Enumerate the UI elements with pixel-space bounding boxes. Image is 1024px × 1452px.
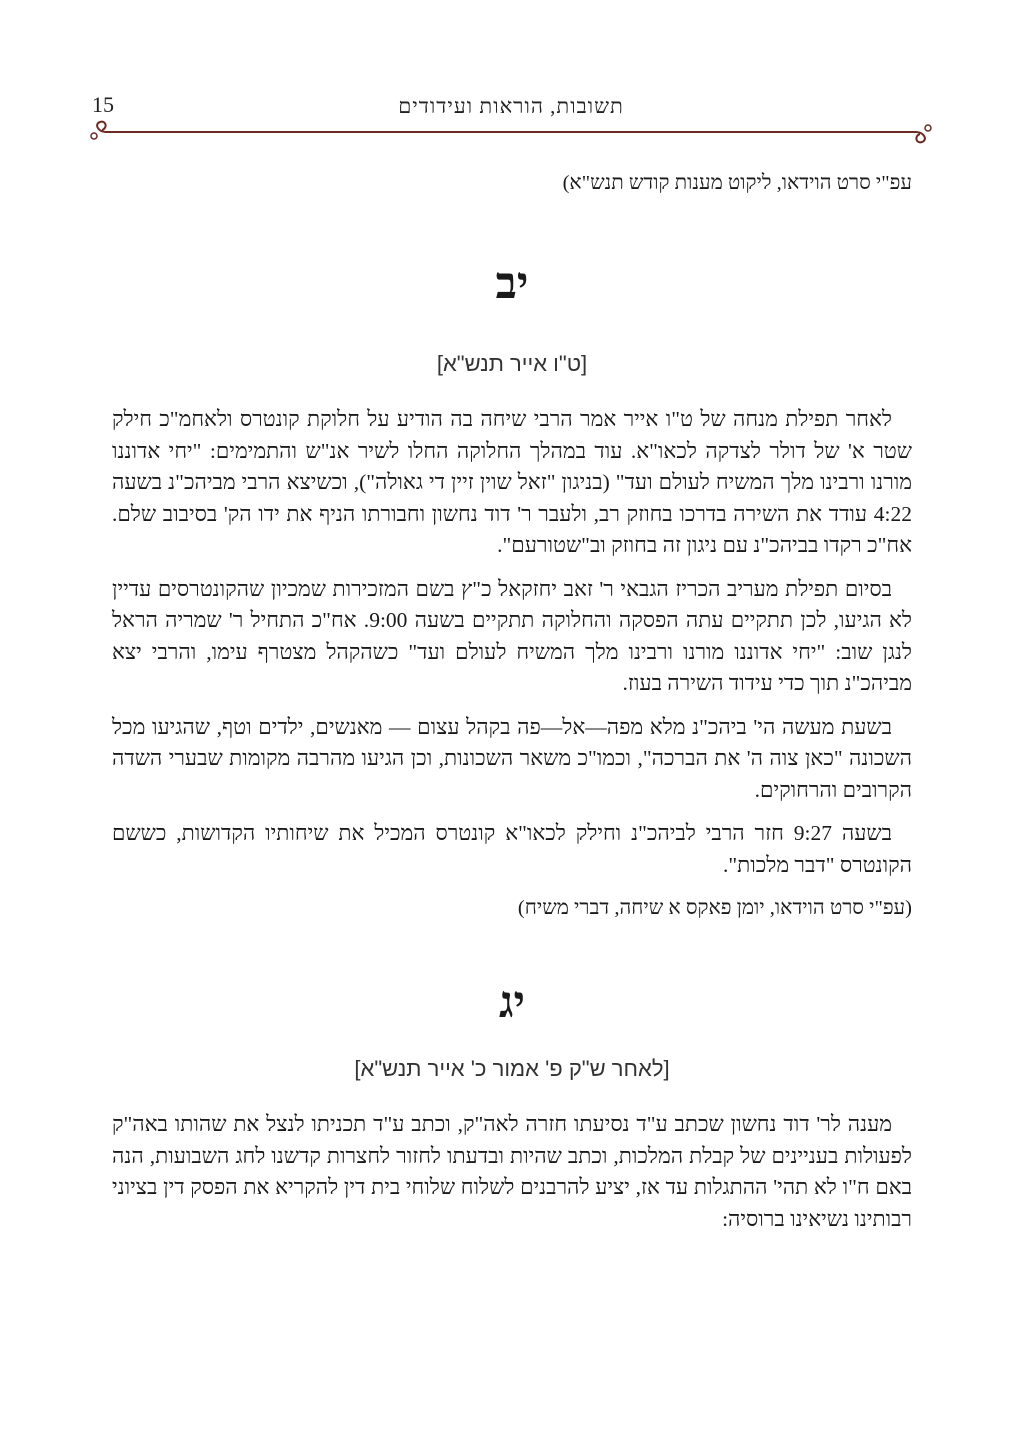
page-number: 15 xyxy=(92,92,114,117)
running-header xyxy=(88,92,934,144)
paragraph: בשעה 9:27 חזר הרבי לביהכ"נ וחילק לכאו"א קונטרס המכיל את שיחותיו הקדושות, כששם הקונטרס "דבר מלכות". xyxy=(112,821,912,877)
section-title: יב xyxy=(495,258,529,309)
section-date: [לאחר ש"ק פ' אמור כ' אייר תנש"א] xyxy=(354,1056,670,1081)
section-title: יג xyxy=(498,977,526,1028)
paragraph: מענה לר' דוד נחשון שכתב ע"ד נסיעתו חזרה לאה"ק, וכתב ע"ד תכניתו לנצל את שהותו באה"ק לפעולות בעניינים של קבלת המלכות, וכתב שהיות ובדעתו לחזור לחצרות קדשנו לחג השבועות, הנה באם ח"ו לא תהי' ההתגלות עד אז, יציע להרבנים לשלוח שלוחי בית דין להקריא את הפסק דין בציוני רבותינו נשיאינו ברוסיה: xyxy=(112,1112,912,1231)
intro-source-note: עפ"י סרט הוידאו, ליקוט מענות קודש תנש"א) xyxy=(562,172,912,194)
section-date: [ט"ו אייר תנש"א] xyxy=(436,351,588,376)
section-yud-gimmel xyxy=(112,973,912,1235)
paragraph: בשעת מעשה הי' ביהכ"נ מלא מפה—אל—פה בקהל עצום — מאנשים, ילדים וטף, שהגיעו מכל השכונה "כאן צוה ה' את הברכה", וכמו"כ משאר השכונות, וכן הגיעו מהרבה מקומות שבערי השדה הקרובים והרחוקים. xyxy=(112,714,912,802)
ornamental-rule xyxy=(88,120,934,146)
running-title: תשובות, הוראות ועידודים xyxy=(398,94,624,118)
paragraph: לאחר תפילת מנחה של ט"ו אייר אמר הרבי שיחה בה הודיע על חלוקת קונטרס ולאחמ"כ חילק שטר א' של דולר לצדקה לכאו"א. עוד במהלך החלוקה החלו לשיר אנ"ש והתמימים: "יחי אדוננו מורנו ורבינו מלך המשיח לעולם ועד" (בניגון "זאל שוין זיין די גאולה"), וכשיצא הרבי מביהכ"נ בשעה 4:22 עודד את השירה בדרכו בחוזק רב, ולעבר ר' דוד נחשון וחבורתו הניף את ידו הק' בסיבוב שלם. אח"כ רקדו בביהכ"נ עם ניגון זה בחוזק וב"שטורעם". xyxy=(112,407,912,557)
page-content xyxy=(112,168,912,1235)
section-source-note: (עפ"י סרט הוידאו, יומן פאקס א שיחה, דברי משיח) xyxy=(517,897,912,919)
section-yud-beis xyxy=(112,254,912,923)
paragraph: בסיום תפילת מעריב הכריז הגבאי ר' זאב יחזקאל כ"ץ בשם המזכירות שמכיון שהקונטרסים עדיין לא הגיעו, לכן תתקיים עתה הפסקה והחלוקה תתקיים בשעה 9:00. אח"כ התחיל ר' שמריה הראל לנגן שוב: "יחי אדוננו מורנו ורבינו מלך המשיח לעולם ועד" כשהקהל מצטרף עימו, והרבי יצא מביהכ"נ תוך כדי עידוד השירה בעוז. xyxy=(112,576,912,695)
